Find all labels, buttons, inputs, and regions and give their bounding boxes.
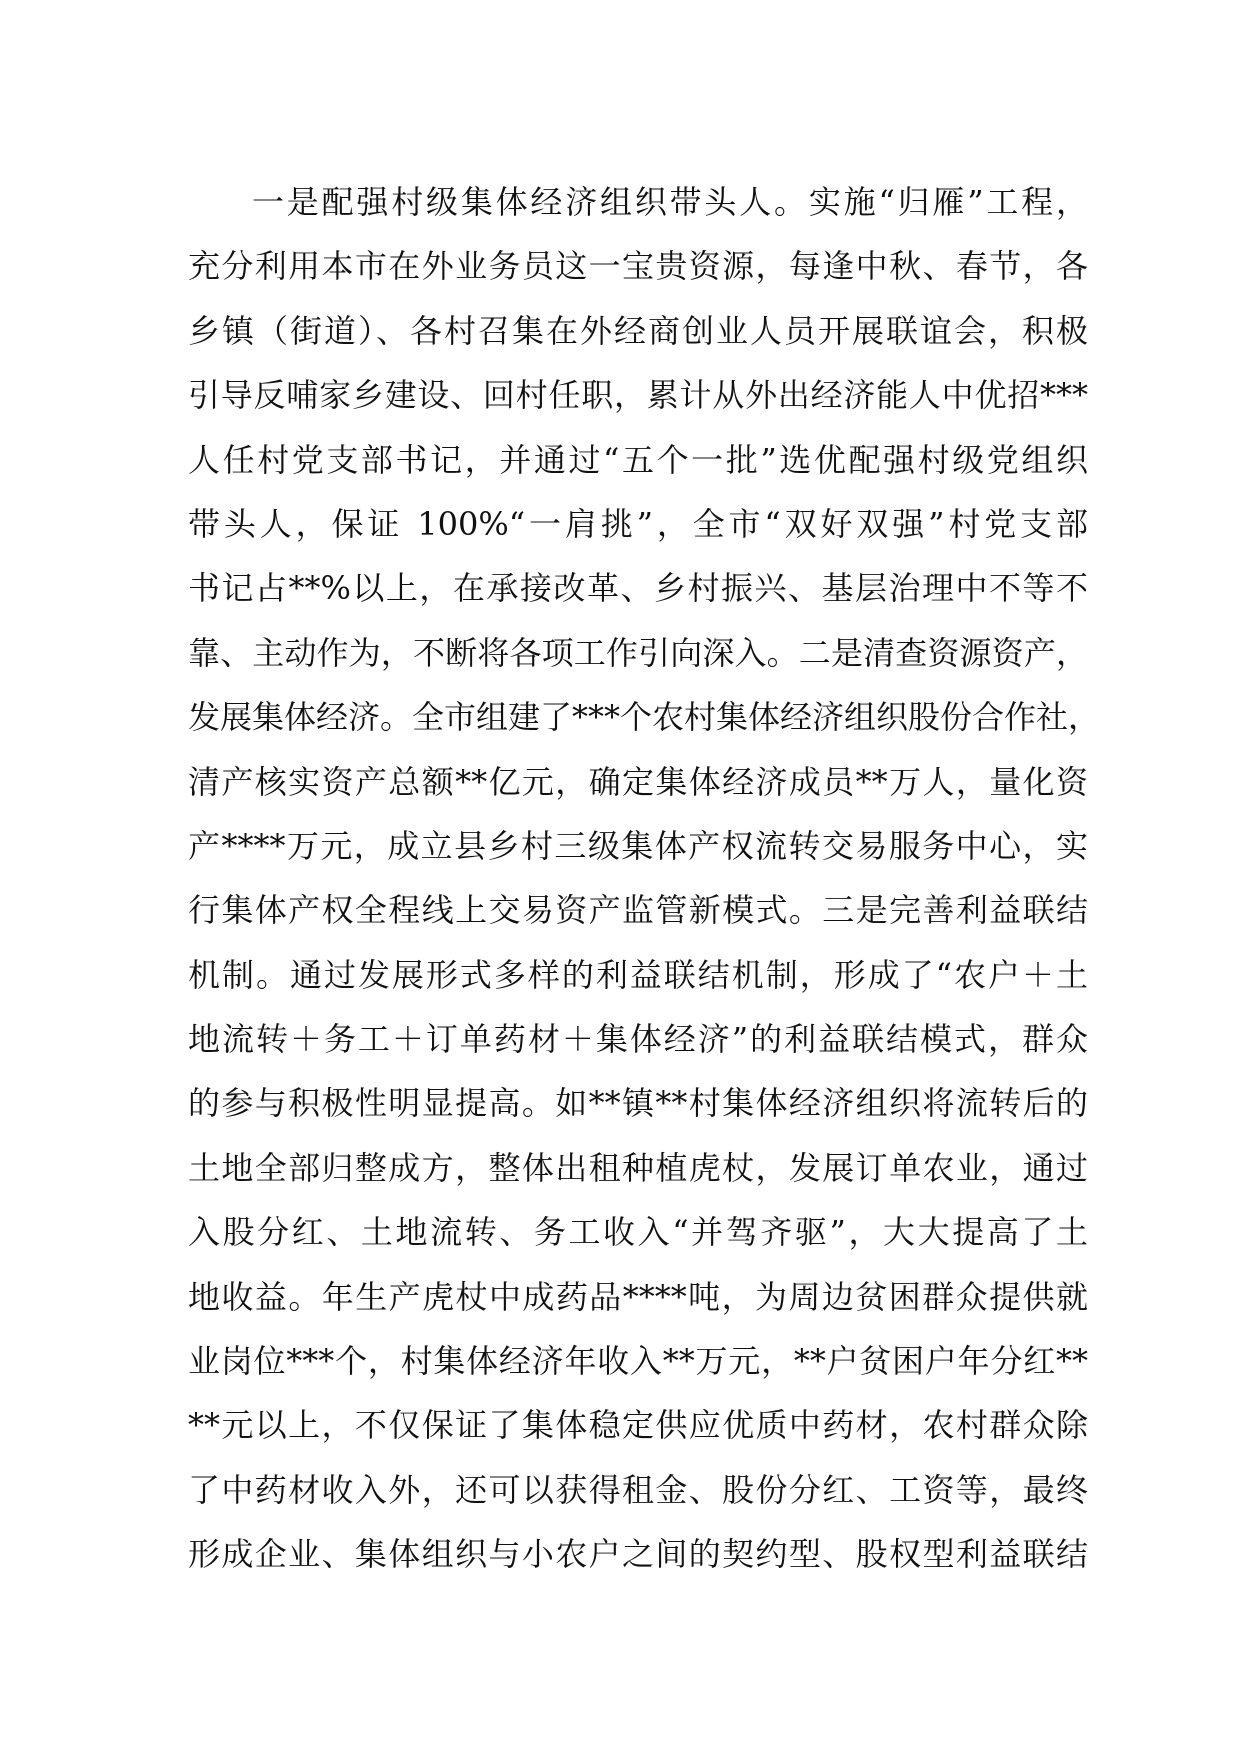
text-line: 引导反哺家乡建设、回村任职，累计从外出经济能人中优招*** [188, 376, 1088, 415]
text-line: 机制。通过发展形式多样的利益联结机制，形成了“农户＋土 [188, 955, 1088, 994]
text-line: 靠、主动作为，不断将各项工作引向深入。二是清查资源资产， [188, 633, 1088, 672]
text-line: 地流转＋务工＋订单药材＋集体经济”的利益联结模式，群众 [188, 1020, 1088, 1059]
text-line: 产****万元，成立县乡村三级集体产权流转交易服务中心，实 [188, 826, 1088, 865]
text-line: 行集体产权全程线上交易资产监管新模式。三是完善利益联结 [188, 891, 1088, 930]
text-line: 人任村党支部书记，并通过“五个一批”选优配强村级党组织 [188, 440, 1088, 479]
text-line: 的参与积极性明显提高。如**镇**村集体经济组织将流转后的 [188, 1084, 1088, 1123]
text-line: 了中药材收入外，还可以获得租金、股份分红、工资等，最终 [188, 1470, 1088, 1509]
text-line: 一是配强村级集体经济组织带头人。实施“归雁”工程， [252, 183, 1088, 221]
text-line: 清产核实资产总额**亿元，确定集体经济成员**万人，量化资 [188, 762, 1088, 801]
text-line: 业岗位***个，村集体经济年收入**万元，**户贫困户年分红** [188, 1342, 1088, 1381]
text-line: 带头人，保证 100%“一肩挑”，全市“双好双强”村党支部 [188, 504, 1088, 543]
text-line: 乡镇（街道）、各村召集在外经商创业人员开展联谊会，积极 [188, 311, 1088, 350]
text-line: 地收益。年生产虎杖中成药品****吨，为周边贫困群众提供就 [188, 1277, 1088, 1316]
text-line: 土地全部归整成方，整体出租种植虎杖，发展订单农业，通过 [188, 1148, 1088, 1187]
text-line: 发展集体经济。全市组建了***个农村集体经济组织股份合作社， [188, 698, 1101, 737]
text-line: 充分利用本市在外业务员这一宝贵资源，每逢中秋、春节，各 [188, 247, 1088, 286]
text-line: 书记占**%以上，在承接改革、乡村振兴、基层治理中不等不 [188, 569, 1088, 608]
text-line: 入股分红、土地流转、务工收入“并驾齐驱”，大大提高了土 [188, 1213, 1088, 1252]
text-line: 形成企业、集体组织与小农户之间的契约型、股权型利益联结 [188, 1535, 1088, 1574]
body-paragraph [188, 170, 1101, 1587]
text-line: **元以上，不仅保证了集体稳定供应优质中药材，农村群众除 [188, 1406, 1088, 1445]
